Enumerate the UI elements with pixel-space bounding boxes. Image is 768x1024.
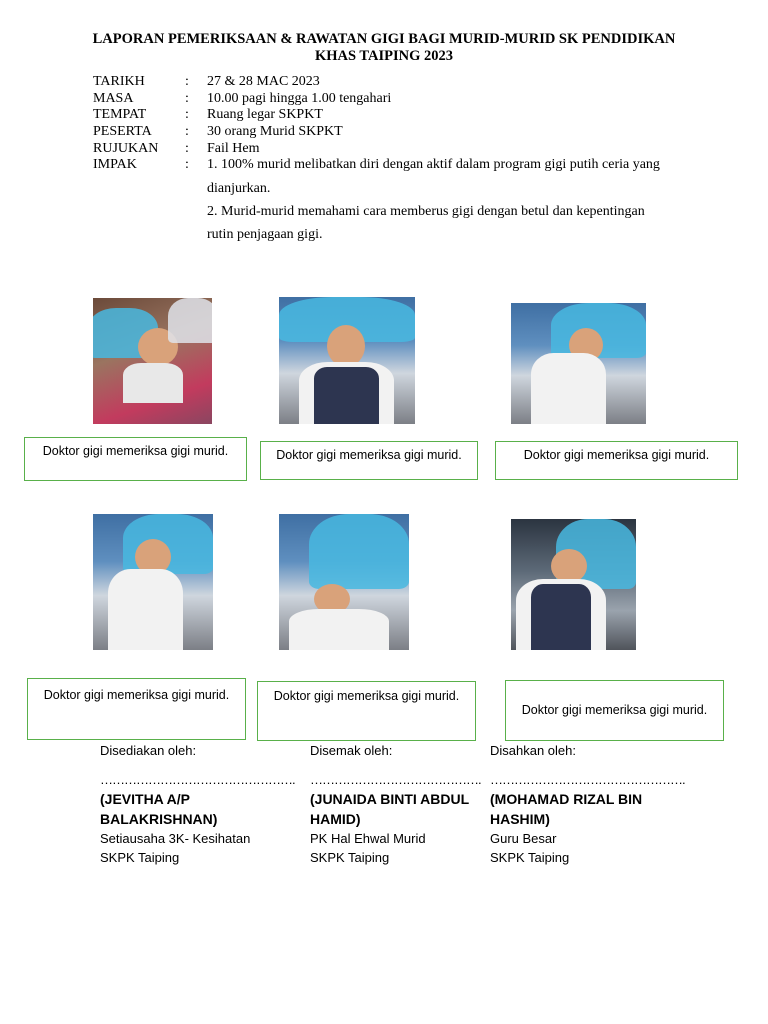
- colon: :: [185, 91, 189, 106]
- photo-caption: Doktor gigi memeriksa gigi murid.: [260, 441, 478, 480]
- photo-dental-check: [511, 303, 646, 424]
- colon: :: [185, 107, 189, 122]
- peserta-value: 30 orang Murid SKPKT: [207, 124, 343, 139]
- signature-name-cont: HASHIM): [490, 811, 550, 827]
- photo-dental-check: [93, 298, 212, 424]
- signature-role: Disediakan oleh:: [100, 743, 197, 758]
- report-title-line1: LAPORAN PEMERIKSAAN & RAWATAN GIGI BAGI MURID-MURID SK PENDIDIKAN: [92, 31, 676, 47]
- tarikh-value: 27 & 28 MAC 2023: [207, 74, 320, 89]
- signature-name: (MOHAMAD RIZAL BIN: [490, 791, 643, 807]
- signature-role: Disemak oleh:: [310, 743, 393, 758]
- signature-line: ………………………………………….: [490, 772, 685, 787]
- signature-line: ………………………………………….: [100, 772, 295, 787]
- tempat-label: TEMPAT: [93, 107, 147, 122]
- photo-caption: Doktor gigi memeriksa gigi murid.: [24, 437, 247, 481]
- colon: :: [185, 141, 189, 156]
- report-title-line2: KHAS TAIPING 2023: [314, 48, 454, 64]
- impak-point-2: 2. Murid-murid memahami cara memberus gigi dengan betul dan kepentingan: [207, 204, 645, 219]
- impak-label: IMPAK: [93, 157, 137, 172]
- masa-label: MASA: [93, 91, 134, 106]
- photo-dental-check: [279, 297, 415, 424]
- signature-school: SKPK Taiping: [490, 850, 570, 865]
- peserta-label: PESERTA: [93, 124, 152, 139]
- impak-point-1: 1. 100% murid melibatkan diri dengan aktif dalam program gigi putih ceria yang: [207, 157, 660, 172]
- photo-dental-check: [279, 514, 409, 650]
- signature-role: Disahkan oleh:: [490, 743, 576, 758]
- signature-school: SKPK Taiping: [310, 850, 390, 865]
- colon: :: [185, 74, 189, 89]
- signature-name-cont: HAMID): [310, 811, 361, 827]
- photo-caption: Doktor gigi memeriksa gigi murid.: [505, 680, 724, 741]
- signature-name: (JUNAIDA BINTI ABDUL: [310, 791, 470, 807]
- signature-position: Setiausaha 3K- Kesihatan: [100, 831, 251, 846]
- photo-caption: Doktor gigi memeriksa gigi murid.: [495, 441, 738, 480]
- signature-line: …………………………………….: [310, 772, 481, 787]
- signature-approved: [490, 741, 690, 867]
- rujukan-label: RUJUKAN: [93, 141, 159, 156]
- photo-caption: Doktor gigi memeriksa gigi murid.: [27, 678, 246, 740]
- signature-prepared: [100, 741, 305, 867]
- colon: :: [185, 157, 189, 172]
- signature-school: SKPK Taiping: [100, 850, 180, 865]
- tarikh-label: TARIKH: [93, 74, 145, 89]
- signature-name: (JEVITHA A/P BALAKRISHNAN): [100, 791, 218, 827]
- signature-position: Guru Besar: [490, 831, 557, 846]
- photo-dental-check: [93, 514, 213, 650]
- rujukan-value: Fail Hem: [207, 141, 260, 156]
- impak-point-2-cont: rutin penjagaan gigi.: [207, 227, 323, 242]
- signature-position: PK Hal Ehwal Murid: [310, 831, 426, 846]
- masa-value: 10.00 pagi hingga 1.00 tengahari: [207, 91, 392, 106]
- signature-reviewed: [310, 741, 485, 867]
- report-title: [60, 31, 708, 65]
- tempat-value: Ruang legar SKPKT: [207, 107, 323, 122]
- photo-caption: Doktor gigi memeriksa gigi murid.: [257, 681, 476, 741]
- impak-point-1-cont: dianjurkan.: [207, 181, 271, 196]
- colon: :: [185, 124, 189, 139]
- photo-dental-check: [511, 519, 636, 650]
